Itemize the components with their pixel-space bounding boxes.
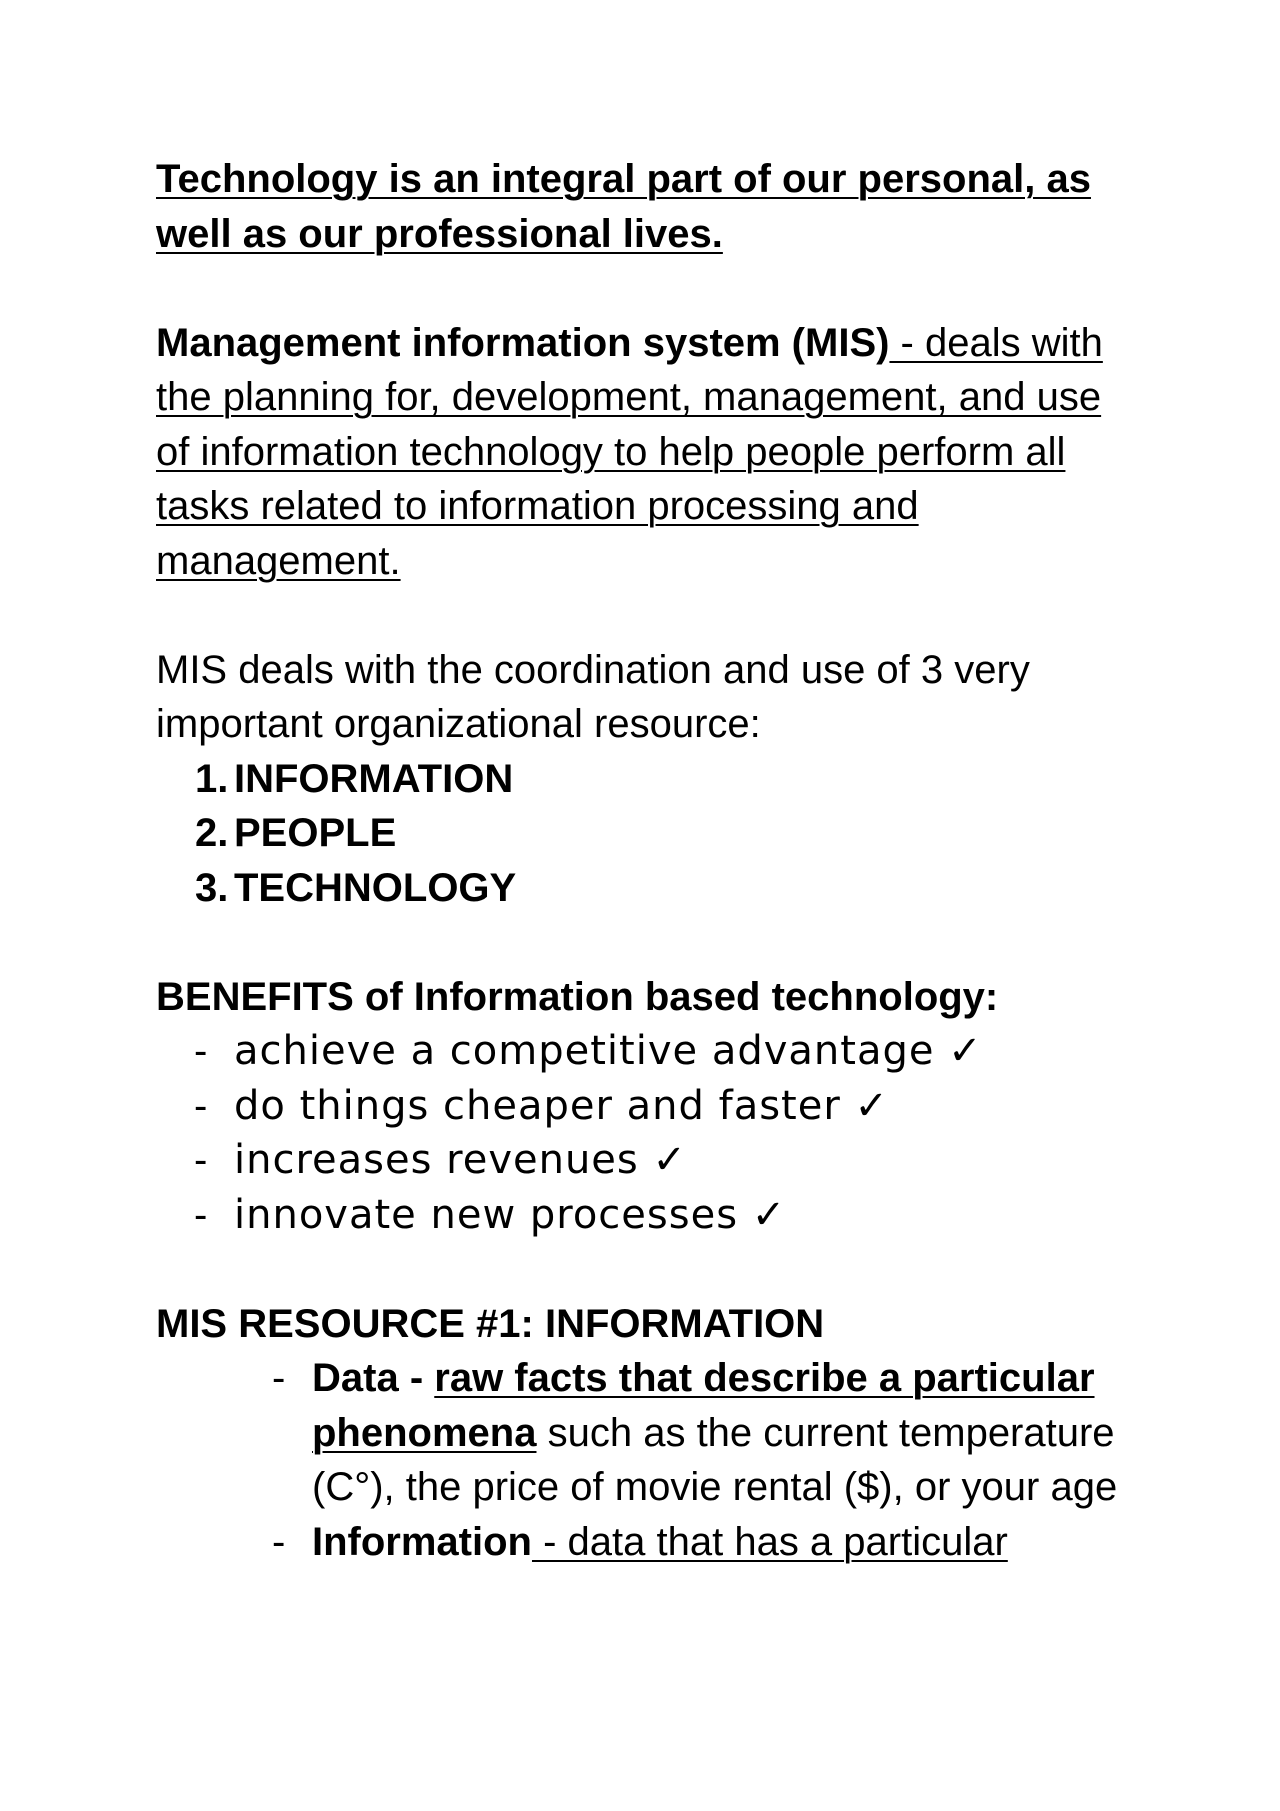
data-term: Data — [312, 1356, 399, 1400]
list-item: 1. INFORMATION — [195, 756, 514, 801]
spacer — [156, 1242, 1136, 1297]
list-item: - do things cheaper and faster ✓ — [194, 1082, 890, 1129]
mis-term: Management information system (MIS) — [156, 320, 890, 365]
resource1-heading: MIS RESOURCE #1: INFORMATION — [156, 1301, 825, 1346]
list-item: - achieve a competitive advantage ✓ — [194, 1028, 983, 1074]
list-item: 2. PEOPLE — [195, 811, 397, 855]
document-page — [156, 152, 1136, 1569]
list-item: - Data - raw facts that describe a particular phenomena such as the current temperature (C°), the price of movie rental ($), or your age — [272, 1356, 1118, 1509]
list-item: - innovate new processes ✓ — [194, 1191, 787, 1238]
resources-intro: MIS deals with the coordination and use of 3 very important organizational resource: — [156, 647, 1030, 746]
mis-definition-paragraph — [156, 316, 1136, 589]
spacer — [156, 915, 1136, 970]
spacer — [156, 261, 1136, 316]
mis-definition-text: - deals with the planning for, development, management, and use of information technology to help people perform all tasks related to information processing and management. — [156, 320, 1103, 583]
list-item: - increases revenues ✓ — [194, 1137, 687, 1183]
intro-line-2: well as our professional lives. — [156, 211, 723, 256]
information-definition: - data that has a particular — [531, 1519, 1008, 1564]
spacer — [156, 588, 1136, 643]
list-item: 3. TECHNOLOGY — [195, 865, 517, 910]
resources-list — [156, 752, 1136, 916]
benefits-heading: BENEFITS of Information based technology: — [156, 974, 999, 1019]
benefits-list — [156, 1024, 1136, 1242]
data-example: such as the current temperature (C°), the price of movie rental ($), or your age — [312, 1410, 1118, 1509]
information-term: Information — [312, 1519, 532, 1564]
data-definition: raw facts that describe a particular phenomena — [312, 1356, 1095, 1455]
list-item: - Information - data that has a particular — [272, 1519, 1008, 1564]
resource1-list — [156, 1351, 1136, 1569]
intro-line-1: Technology is an integral part of our personal, as — [156, 157, 1091, 201]
